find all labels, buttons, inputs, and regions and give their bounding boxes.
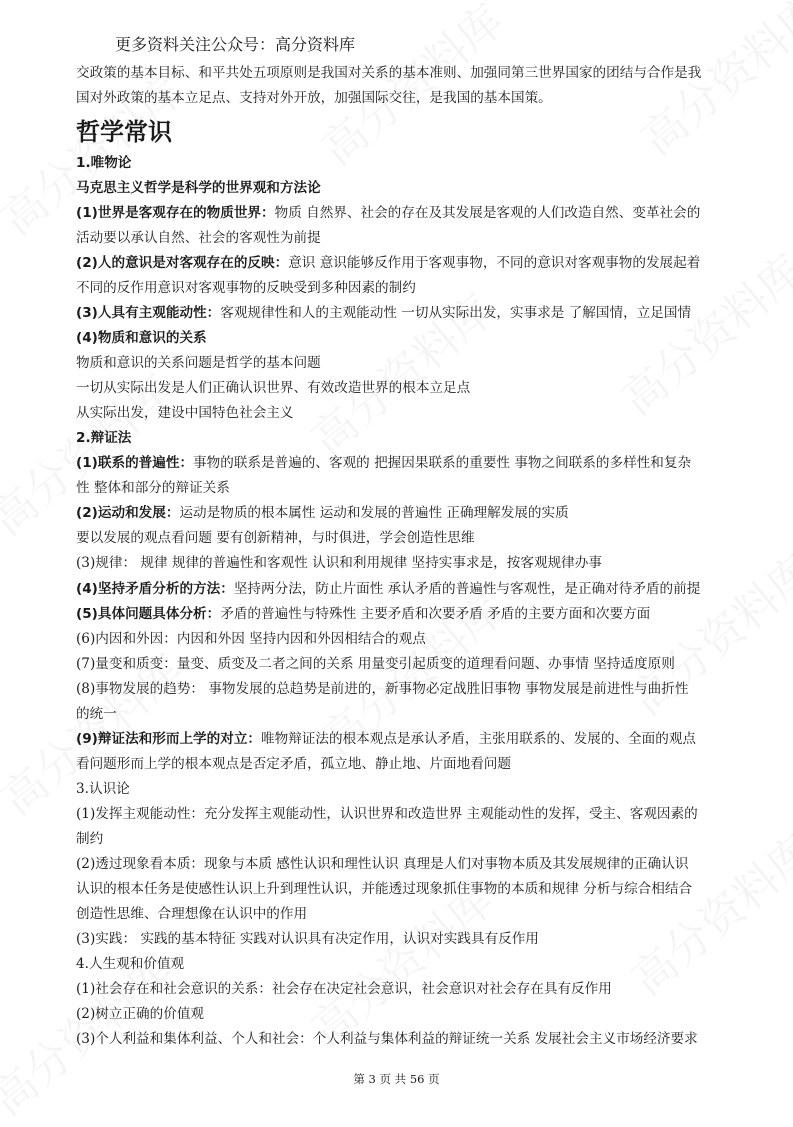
text-line xyxy=(76,777,130,802)
text-line xyxy=(76,1027,698,1052)
text-line xyxy=(76,551,602,576)
text-line xyxy=(76,952,184,977)
line-text: 客观规律性和人的主观能动性 一切从实际出发，实事求是 了解国情，立足国情 xyxy=(220,305,692,322)
line-text: 制约 xyxy=(76,830,104,847)
line-text: 唯物辩证法的根本观点是承认矛盾，主张用联系的、发展的、全面的观点 xyxy=(261,730,697,747)
text-line xyxy=(76,201,700,226)
line-text: (3)规律： 规律 规律的普遍性和客观性 认识和利用规律 坚持实事求是，按客观规律办事 xyxy=(76,555,602,572)
line-text: 认识的根本任务是使感性认识上升到理性认识，并能透过现象抓住事物的本质和规律 分析与综合相结合 xyxy=(76,880,693,897)
text-line xyxy=(76,476,230,501)
text-line xyxy=(76,501,569,526)
text-line xyxy=(76,276,416,301)
bold-label: (5)具体问题具体分析： xyxy=(76,605,221,622)
text-line xyxy=(76,827,103,852)
line-text: (1)社会存在和社会意识的关系：社会存在决定社会意识，社会意识对社会存在具有反作用 xyxy=(76,980,612,997)
line-text: 要以发展的观点看问题 要有创新精神，与时俱进，学会创造性思维 xyxy=(76,530,475,547)
bold-label: (4)物质和意识的关系 xyxy=(76,330,207,347)
bold-label: 马克思主义哲学是科学的世界观和方法论 xyxy=(76,180,321,197)
bold-label: (3)人具有主观能动性： xyxy=(76,305,221,322)
line-text: (1)发挥主观能动性：充分发挥主观能动性，认识世界和改造世界 主观能动性的发挥，受主、客观因素的 xyxy=(76,805,698,822)
line-text: 3.认识论 xyxy=(76,780,130,797)
line-text: (6)内因和外因：内因和外因 坚持内因和外因相结合的观点 xyxy=(76,630,426,647)
text-line xyxy=(76,176,321,201)
line-text: 从实际出发，建设中国特色社会主义 xyxy=(76,405,294,422)
line-text: 的统一 xyxy=(76,705,117,722)
bold-label: (1)世界是客观存在的物质世界： xyxy=(76,205,275,222)
text-line xyxy=(76,852,688,877)
line-text: 创造性思维、合理想像在认识中的作用 xyxy=(76,905,308,922)
bold-label: (2)人的意识是对客观存在的反映： xyxy=(76,255,289,272)
bold-label: 1.唯物论 xyxy=(76,155,132,171)
line-text: 事物的联系是普遍的、客观的 把握因果联系的重要性 事物之间联系的多样性和复杂 xyxy=(193,455,692,472)
line-text: (3)实践： 实践的基本特征 实践对认识具有决定作用，认识对实践具有反作用 xyxy=(76,930,539,947)
text-line xyxy=(76,577,700,602)
line-text: 看问题形而上学的根本观点是否定矛盾，孤立地、静止地、片面地看问题 xyxy=(76,755,511,772)
text-line xyxy=(76,401,294,426)
text-line xyxy=(76,927,539,952)
line-text: 活动要以承认自然、社会的客观性为前提 xyxy=(76,230,321,247)
text-line xyxy=(76,151,131,176)
text-line xyxy=(76,652,675,677)
text-line xyxy=(76,727,696,752)
line-text: 不同的反作用意识对客观事物的反映受到多种因素的制约 xyxy=(76,280,416,297)
text-line xyxy=(76,602,650,627)
line-text: 运动是物质的根本属性 运动和发展的普遍性 正确理解发展的实质 xyxy=(179,505,569,522)
line-text: (7)量变和质变：量变、质变及二者之间的关系 用量变引起质变的道理看问题、办事情 坚持适度原则 xyxy=(76,655,675,672)
bold-label: (9)辩证法和形而上学的对立： xyxy=(76,730,262,747)
line-text: (8)事物发展的趋势： 事物发展的总趋势是前进的，新事物必定战胜旧事物 事物发展是前进性与曲折性 xyxy=(76,680,689,697)
text-line xyxy=(76,326,207,351)
text-line xyxy=(76,677,688,702)
page-footer: 第 3 页 共 56 页 xyxy=(353,1072,440,1086)
text-line xyxy=(76,627,426,652)
text-line xyxy=(76,902,307,927)
line-text: 物质 自然界、社会的存在及其发展是客观的人们改造自然、变革社会的 xyxy=(274,205,701,222)
line-text: 坚持两分法，防止片面性 承认矛盾的普遍性与客观性，是正确对待矛盾的前提 xyxy=(233,580,701,597)
text-line xyxy=(76,226,321,251)
line-text: (2)透过现象看本质：现象与本质 感性认识和理性认识 真理是人们对事物本质及其发展规律的正确认识 xyxy=(76,855,689,872)
bold-label: 2.辩证法 xyxy=(76,430,132,447)
line-text: 4.人生观和价值观 xyxy=(76,955,185,972)
line-text: (2)树立正确的价值观 xyxy=(76,1006,205,1023)
intro-line: 交政策的基本目标、和平共处五项原则是我国对关系的基本准则、加强同第三世界国家的团结与合作是我 xyxy=(76,65,702,81)
intro-line: 国对外政策的基本立足点、支持对外开放，加强国际交往，是我国的基本国策。 xyxy=(76,90,552,106)
text-line xyxy=(76,251,700,276)
text-line xyxy=(76,526,475,551)
line-text: 一切从实际出发是人们正确认识世界、有效改造世界的根本立足点 xyxy=(76,380,471,397)
section-title: 哲学常识 xyxy=(76,118,172,146)
bold-label: (1)联系的普遍性： xyxy=(76,455,194,472)
text-line xyxy=(76,1002,204,1027)
text-line xyxy=(76,451,691,476)
text-line xyxy=(76,301,691,326)
text-line xyxy=(76,877,692,902)
text-line xyxy=(76,977,612,1002)
page-header: 更多资料关注公众号：高分资料库 xyxy=(115,35,356,54)
text-line xyxy=(76,752,511,777)
bold-label: (4)坚持矛盾分析的方法： xyxy=(76,580,234,597)
line-text: 性 整体和部分的辩证关系 xyxy=(76,480,230,497)
text-line xyxy=(76,802,698,827)
line-text: 意识 意识能够反作用于客观事物，不同的意识对客观事物的发展起着 xyxy=(288,255,701,272)
text-line xyxy=(76,351,321,376)
line-text: 矛盾的普遍性与特殊性 主要矛盾和次要矛盾 矛盾的主要方面和次要方面 xyxy=(220,605,651,622)
line-text: 物质和意识的关系问题是哲学的基本问题 xyxy=(76,355,321,372)
line-text: (3)个人利益和集体利益、个人和社会：个人利益与集体利益的辩证统一关系 发展社会主义市场经济要求 xyxy=(76,1031,698,1048)
watermark-text xyxy=(615,817,793,1007)
text-line xyxy=(76,376,470,401)
bold-label: (2)运动和发展： xyxy=(76,505,180,522)
text-line xyxy=(76,702,117,727)
text-line xyxy=(76,426,131,451)
